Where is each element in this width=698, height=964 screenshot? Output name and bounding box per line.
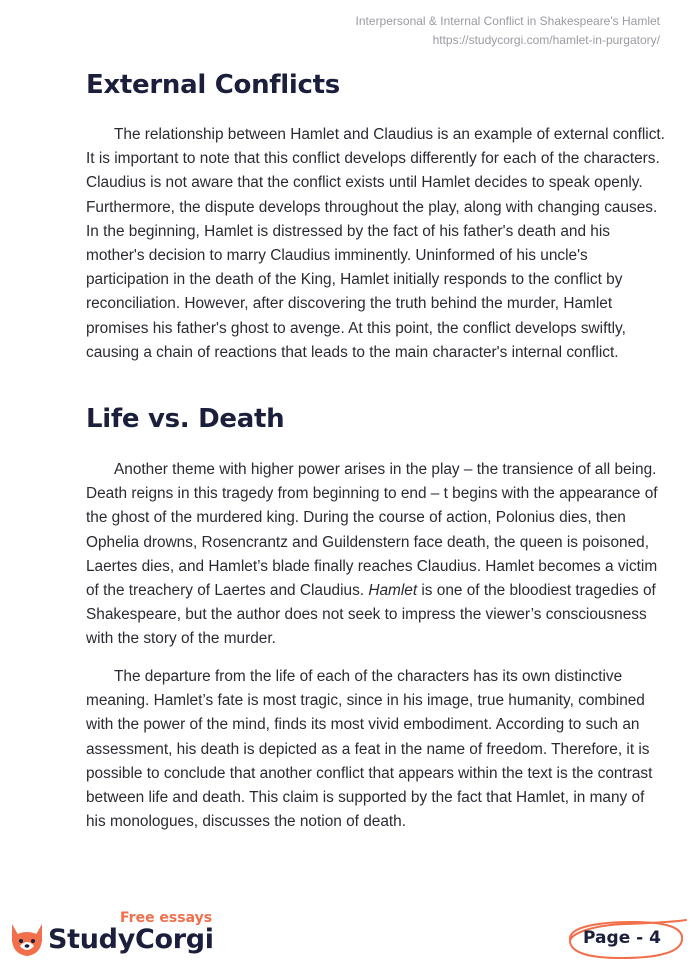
paragraph-life-vs-death-2: The departure from the life of each of the characters has its own distinctive meaning. Hamlet’s fate is most tragic, since in his image, true humanity, combined with the power of the mind, finds its most vivid embodiment. According to such an assessment, his death is depicted as a feat in the name of freedom. Therefore, it is possible to conclude that another conflict that appears within the text is the contrast between life and death. This claim is supported by the fact that Hamlet, in many of his monologues, discusses the notion of death.: [86, 668, 653, 831]
section-heading-external-conflicts: External Conflicts: [86, 70, 340, 100]
corgi-mascot-icon: [8, 918, 50, 960]
logo-brand-name: StudyCorgi: [48, 924, 214, 955]
paragraph-life-vs-death-1: [86, 458, 666, 652]
document-title: Interpersonal & Internal Conflict in Shakespeare's Hamlet: [355, 14, 660, 28]
paragraph-tail-text: is one of the bloodiest tragedies of Shakespeare, but the author does not seek to impress the viewer’s consciousness with the story of the murder.: [86, 582, 656, 648]
document-header: [356, 12, 660, 50]
paragraph-external-conflicts: The relationship between Hamlet and Claudius is an example of external conflict. It is important to note that this conflict develops differently for each of the characters. Claudius is not aware that the conflict exists until Hamlet decides to speak openly. Furthermore, the dispute develops throughout the play, along with changing causes. In the beginning, Hamlet is distressed by the fact of his father's death and his mother's decision to marry Claudius imminently. Uninformed of his uncle's participation in the death of the King, Hamlet initially responds to the conflict by reconciliation. However, after discovering the truth behind the murder, Hamlet promises his father's ghost to avenge. At this point, the conflict develops swiftly, causing a chain of reactions that leads to the main character's internal conflict.: [86, 126, 665, 361]
page-label: Page - 4: [583, 928, 661, 948]
play-title-emphasis: Hamlet: [368, 582, 418, 600]
paragraph-lead-text: Another theme with higher power arises in the play – the transience of all being. Death reigns in this tragedy from beginning to end – t begins with the appearance of the ghost of the murdered king. During the course of action, Polonius dies, then Ophelia drowns, Rosencrantz and Guildenstern face death, the queen is poisoned, Laertes dies, and Hamlet’s blade finally reaches Claudius. Hamlet becomes a victim of the treachery of Laertes and Claudius.: [86, 461, 658, 600]
studycorgi-logo[interactable]: [8, 910, 218, 960]
document-url[interactable]: https://studycorgi.com/hamlet-in-purgatory/: [432, 33, 660, 47]
logo-tagline: Free essays: [120, 910, 213, 926]
section-heading-life-vs-death: Life vs. Death: [86, 404, 285, 434]
page-number-badge: [562, 916, 688, 962]
